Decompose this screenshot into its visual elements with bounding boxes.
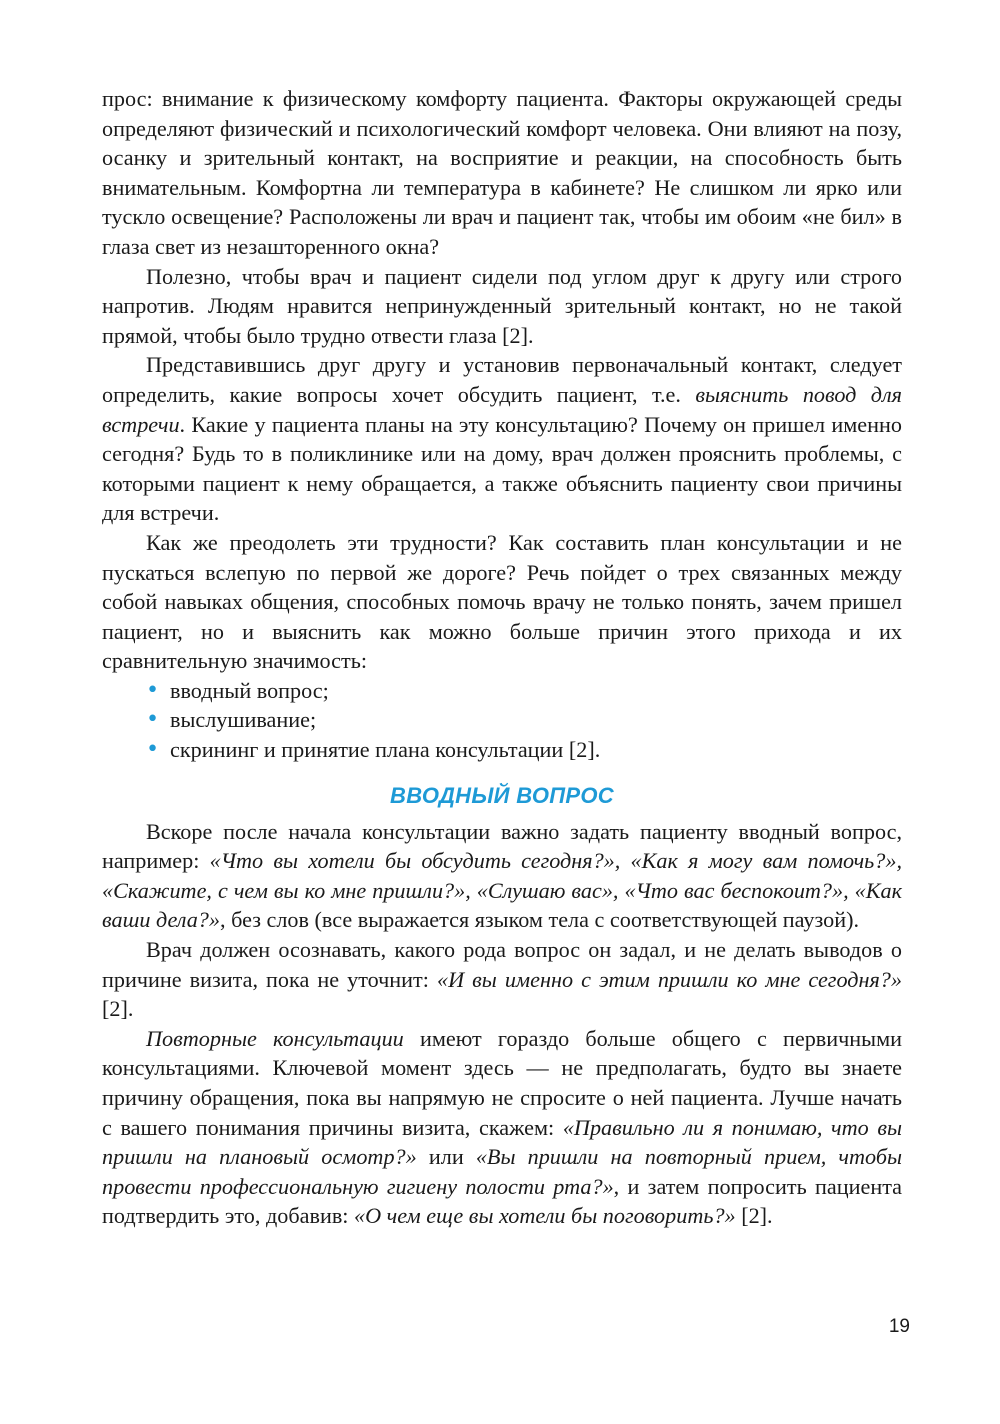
list-item-text: вводный вопрос; <box>170 677 329 703</box>
section-paragraph-3-text-h: [2]. <box>735 1203 773 1229</box>
section-paragraph-2 <box>102 935 902 1024</box>
section-paragraph-2-text-a: Врач должен осознавать, какого рода вопрос он задал, и не делать выводов о причине визита, пока не уточнит: <box>102 937 902 992</box>
list-item <box>146 676 902 706</box>
bullet-icon: • <box>146 676 160 703</box>
section-paragraph-3-text-f: , и затем попросить пациента подтвердить это, добавив: <box>102 1173 903 1229</box>
section-paragraph-3-text-b: имеют гораздо больше общего с первичными консультациями. Ключевой момент здесь — не предполагать, будто вы знаете причину обращения, пока вы напрямую не спросите о ней пациента. Лучше начать с вашего понимания причины визита, скажем: <box>102 1025 902 1140</box>
section-paragraph-1-text-c: , без слов (все выражается языком тела с соответствующей паузой). <box>219 907 860 933</box>
list-item <box>146 735 902 765</box>
paragraph-3-text-a: Представившись друг другу и установив первоначальный контакт, следует определить, какие вопросы хочет обсудить пациент, т.е. <box>102 352 902 407</box>
section-paragraph-1-quotes: «Что вы хотели бы обсудить сегодня?», «Как я могу вам помочь?», «Скажите, с чем вы ко мне пришли?», «Слушаю вас», «Что вас беспокоит?», «Как ваши дела?» <box>102 848 902 933</box>
section-paragraph-1 <box>102 817 902 935</box>
section-paragraph-3 <box>102 1024 902 1231</box>
paragraph-3 <box>102 350 902 528</box>
section-heading: ВВОДНЫЙ ВОПРОС <box>390 782 614 808</box>
section-paragraph-3-quote-2: «Вы пришли на повторный прием, чтобы провести профессиональную гигиену полости рта?» <box>102 1144 903 1199</box>
paragraph-3-text-c: . Какие у пациента планы на эту консультацию? Почему он пришел именно сегодня? Будь то в поликлинике или на дому, врач должен прояснить проблемы, с которыми пациент к нему обращается, а также объяснить пациенту свои причины для встречи. <box>102 411 902 526</box>
list-item <box>146 705 902 735</box>
paragraph-1: прос: внимание к физическому комфорту пациента. Факторы окружающей среды определяют физический и психологический комфорт человека. Они влияют на позу, осанку и зрительный контакт, на восприятие и реакции, на способность быть внимательным. Комфортна ли температура в кабинете? Не слишком ли ярко или тускло освещение? Расположены ли врач и пациент так, чтобы им обоим «не бил» в глаза свет из незашторенного окна? <box>102 86 902 259</box>
bullet-list <box>102 676 902 765</box>
paragraph-2: Полезно, чтобы врач и пациент сидели под углом друг к другу или строго напротив. Людям нравится непринужденный зрительный контакт, но не такой прямой, чтобы было трудно отвести глаза [2]. <box>102 263 902 348</box>
section-paragraph-3-term: Повторные консультации <box>146 1025 404 1051</box>
section-paragraph-3-text-d: или <box>416 1144 476 1170</box>
section-paragraph-2-quote: «И вы именно с этим пришли ко мне сегодня?» <box>436 966 902 992</box>
section-paragraph-1-text-a: Вскоре после начала консультации важно задать пациенту вводный вопрос, например: <box>102 818 902 874</box>
bullet-icon: • <box>146 706 160 733</box>
paragraph-3-italic: выяснить повод для встречи <box>102 381 902 437</box>
section-paragraph-2-text-c: [2]. <box>102 996 134 1022</box>
list-item-text: выслушивание; <box>170 707 317 733</box>
section-paragraph-3-quote-3: «О чем еще вы хотели бы поговорить?» <box>354 1203 736 1229</box>
bullet-icon: • <box>146 736 160 763</box>
list-item-text: скрининг и принятие плана консультации [2]. <box>170 737 601 763</box>
section-paragraph-3-quote-1: «Правильно ли я понимаю, что вы пришли на плановый осмотр?» <box>102 1114 903 1170</box>
paragraph-4: Как же преодолеть эти трудности? Как составить план консультации и не пускаться вслепую по первой же дороге? Речь пойдет о трех связанных между собой навыках общения, способных помочь врачу не только понять, зачем пришел пациент, но и выяснить как можно больше причин этого прихода и их сравнительную значимость: <box>102 529 902 674</box>
body-text <box>102 84 902 1231</box>
page-number: 19 <box>888 1316 910 1337</box>
